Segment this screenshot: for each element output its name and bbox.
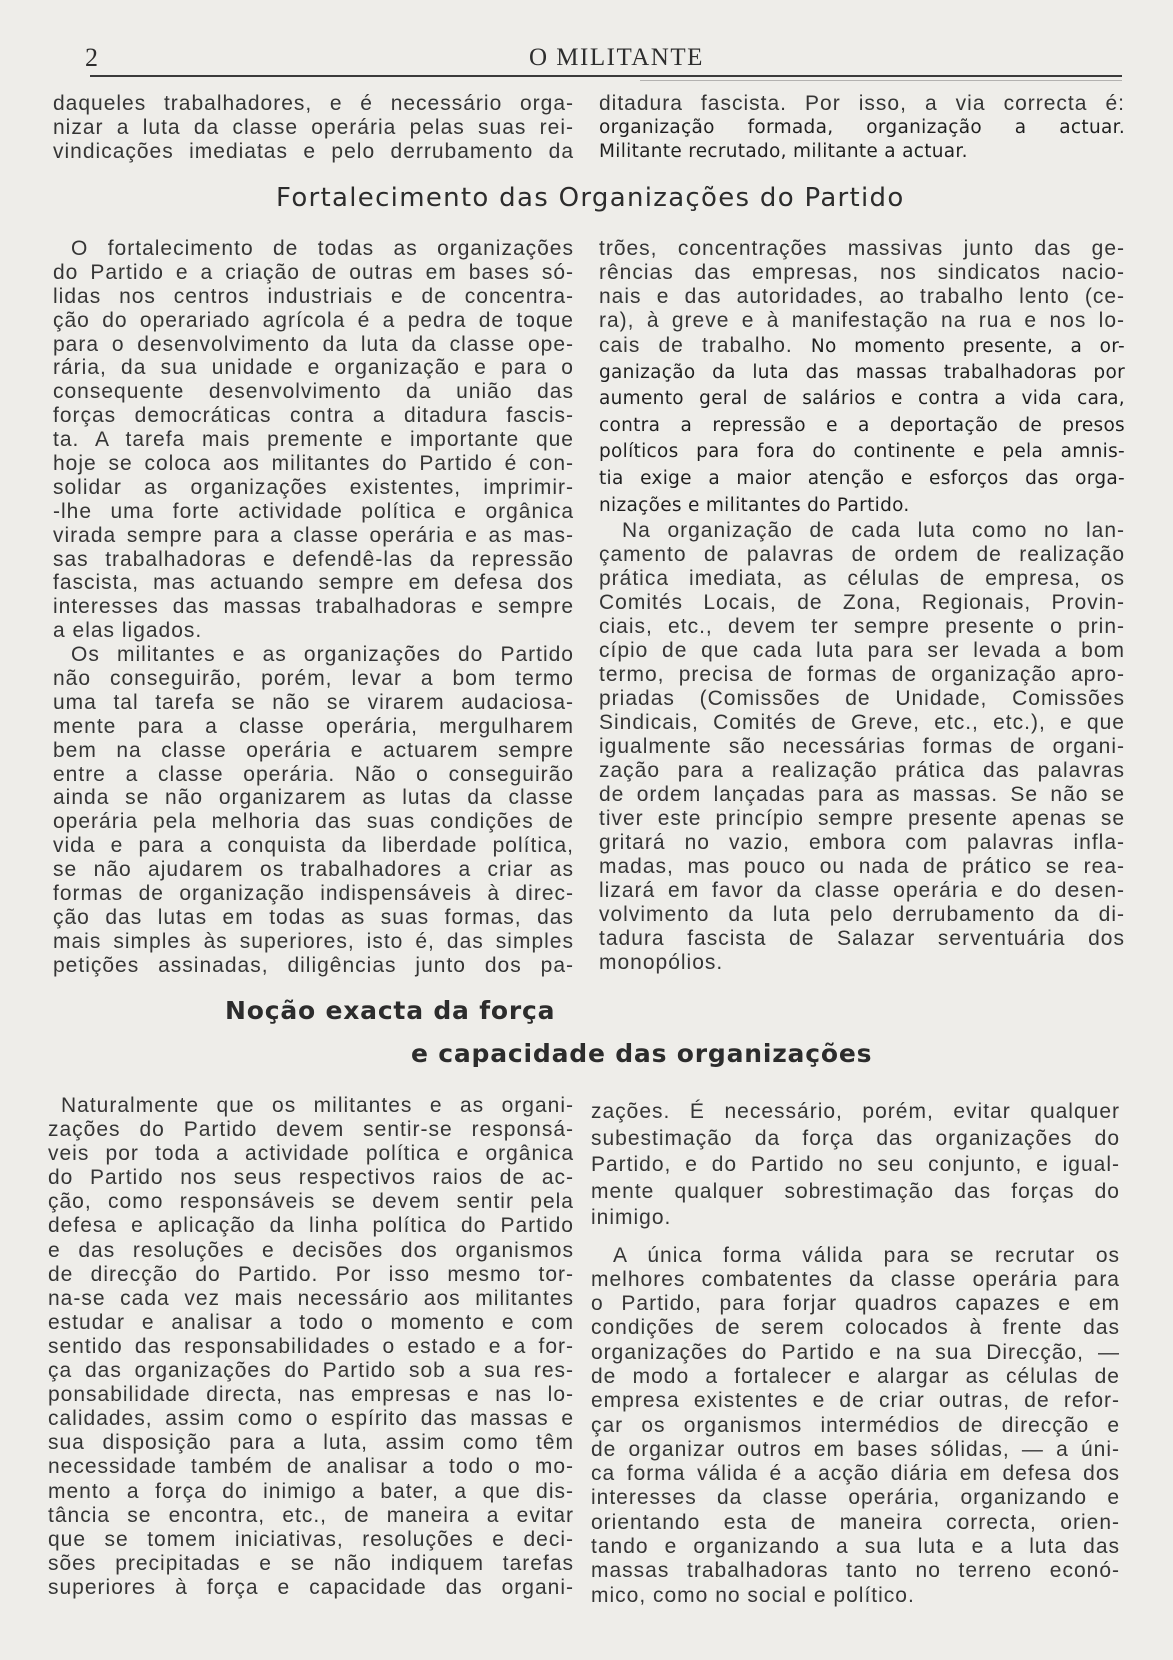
text-line: ainda se não organizarem as lutas da classe [53,786,574,810]
text-line: de direcção do Partido. Por isso mesmo tor- [48,1262,574,1286]
text-line: entre a classe operária. Não o conseguirão [53,762,574,786]
text-line: sua disposição para a luta, assim como têm [48,1431,574,1455]
paragraph [53,92,574,164]
text-line: ca forma válida é a acção diária em defesa dos [591,1462,1120,1486]
text-line: ça das organizações do Partido sob a sua res- [48,1359,574,1383]
text-line: rências das empresas, nos sindicatos nacio- [599,261,1125,284]
header-rule [90,75,1122,77]
text-line: mente qualquer sobrestimação das forças do [591,1179,1120,1203]
text-line: solidar as organizações existentes, imprimir- [53,475,574,499]
text-line: tando e organizando a sua luta e a luta das [591,1535,1120,1559]
text-line: vida e para a conquista da liberdade política, [53,834,574,858]
text-line: mente para a classe operária, mergulharem [53,714,574,738]
article2-title-line-1: Noção exacta da força [225,996,556,1025]
text-line: ditadura fascista. Por isso, a via correcta é: [599,92,1125,115]
text-line: lizará em favor da classe operária e do desen- [599,879,1125,903]
article2-column-left [48,1094,574,1600]
text-line: que se tomem iniciativas, resoluções e deci- [48,1527,574,1551]
text-line: formas de organização indispensáveis à direc- [53,882,574,906]
text-line: de organizar outros em bases sólidas, — a úni- [591,1437,1120,1461]
paragraph [53,643,574,977]
text-line: interesses da classe operária, organizando e [591,1486,1120,1510]
text-line: trões, concentrações massivas junto das ge- [599,237,1125,260]
text-line: do Partido nos seus respectivos raios de ac- [48,1166,574,1190]
text-line: ção, como responsáveis se devem sentir pela [48,1190,574,1214]
text-segment: No momento presente, a or- [810,336,1125,357]
text-line: zações. É necessário, porém, evitar qualquer [591,1100,1120,1123]
text-line: sas trabalhadoras e defendê-las da repressão [53,547,574,571]
text-line: ção do operariado agrícola é a pedra de toque [53,308,574,332]
text-line: consequente desenvolvimento da união das [53,380,574,404]
text-line: igualmente são necessárias formas de organi- [599,735,1125,759]
text-line: para o desenvolvimento da luta da classe ope- [53,332,574,356]
text-line: e das resoluções e decisões dos organismos [48,1238,574,1262]
text-line: defesa e aplicação da linha política do Partido [48,1214,574,1238]
text-line: çamento de palavras de ordem de realização [599,543,1125,567]
text-line: daqueles trabalhadores, e é necessário orga- [53,92,574,115]
text-line: lidas nos centros industriais e de concentra- [53,284,574,308]
text-line: vindicações imediatas e pelo derrubamento da [53,140,574,163]
text-line: fascista, mas actuando sempre em defesa dos [53,571,574,595]
text-line: sentido das responsabilidades o estado e a for- [48,1334,574,1358]
text-line: tia exige a maior atenção e esforços das orga- [599,467,1125,489]
text-line: se não ajudarem os trabalhadores a criar as [53,858,574,882]
text-line: Naturalmente que os militantes e as organi- [61,1094,574,1117]
text-line: Partido, e do Partido no seu conjunto, e igual- [591,1153,1120,1176]
text-line: de modo a fortalecer e alargar as células de [591,1364,1120,1388]
text-line: gritará no vazio, embora com palavras infla- [599,831,1125,855]
text-line: mico, como no social e político. [591,1583,915,1607]
article2-title-line-2: e capacidade das organizações [411,1039,873,1068]
text-line: prática imediata, as células de empresa, os [599,567,1125,591]
text-line: hoje se coloca aos militantes do Partido é con- [53,452,574,476]
text-line: ponsabilidade directa, nas empresas e nas lo- [48,1383,574,1407]
text-line: empresa existentes e de criar outras, de refor- [591,1389,1120,1413]
text-line: Os militantes e as organizações do Partido [71,643,574,667]
text-line: forças democráticas contra a ditadura fascis- [53,404,574,428]
text-line: madas, mas pouco ou nada de prático se rea- [599,855,1125,879]
text-line: petições assinadas, diligências junto dos pa- [53,953,574,977]
text-line: Sindicais, Comités de Greve, etc., etc.), e que [599,711,1125,735]
text-line: termo, precisa de formas de organização apro- [599,663,1125,687]
text-line: contra a repressão e a deportação de presos [599,414,1125,436]
article1-column-left [53,237,574,978]
article2-column-right [591,1099,1120,1608]
intro-column-left [53,92,574,164]
text-line: -lhe uma forte actividade política e orgânica [53,499,574,523]
text-segment: cais de trabalho. [599,334,811,357]
text-line: condições de serem colocados à frente das [591,1316,1120,1340]
text-line: tância se encontra, etc., de maneira a evitar [48,1503,574,1527]
article-title: Fortalecimento das Organizações do Partido [276,183,905,213]
text-line: na-se cada vez mais necessário aos militantes [48,1286,574,1310]
text-line: calidades, assim como o espírito das massas e [48,1407,574,1431]
text-line: o Partido, para forjar quadros capazes e em [591,1292,1120,1316]
paragraph [599,92,1125,164]
text-line: ção das lutas em todas as suas formas, das [53,905,574,929]
text-line: ganização da luta das massas trabalhadoras por [599,361,1125,383]
masthead-title: O MILITANTE [529,44,704,71]
text-line: sões precipitadas e se não indiquem tarefas [48,1551,574,1575]
text-line: operária pela melhoria das suas condições de [53,810,574,834]
text-line: monopólios. [599,951,724,975]
text-line: tiver este princípio sempre presente apenas se [599,807,1125,831]
text-line: subestimação da força das organizações do [591,1126,1120,1150]
text-line: inimigo. [591,1206,672,1229]
header-rule-secondary [640,80,1122,81]
text-line: superiores à força e capacidade das organi- [48,1575,574,1599]
text-line: aumento geral de salários e contra a vida cara, [599,388,1125,410]
text-line: volvimento da luta pelo derrubamento da di- [599,903,1125,927]
article1-column-right [599,237,1125,975]
text-line: interesses das massas trabalhadoras e sempre [53,595,574,619]
text-line: A única forma válida para se recrutar os [613,1243,1120,1267]
text-line: ciais, etc., devem ter sempre presente o prin- [599,615,1125,639]
text-line [599,333,1125,360]
text-line: virada sempre para a classe operária e as mas- [53,523,574,547]
text-line: massas trabalhadoras tanto no terreno econó- [591,1559,1120,1583]
text-line: orientando esta de maneira correcta, orien- [591,1510,1120,1534]
text-line: zações do Partido devem sentir-se responsá- [48,1118,574,1142]
paragraph [599,519,1125,975]
paragraph [591,1099,1120,1232]
text-line: a elas ligados. [53,619,203,643]
text-line: organizações do Partido e na sua Direcção, — [591,1340,1120,1364]
text-line: cípio de que cada luta para ser levada a bom [599,639,1125,663]
text-line: de ordem lançadas para as massas. Se não se [599,783,1125,807]
text-line: priadas (Comissões de Unidade, Comissões [599,687,1125,711]
text-line: necessidade também de analisar a todo o mo- [48,1455,574,1479]
text-line: mento a força do inimigo a bater, a que dis- [48,1479,574,1503]
text-line: rária, da sua unidade e organização e para o [53,356,574,380]
text-line: nizar a luta da classe operária pelas suas rei- [53,116,574,139]
paragraph [48,1094,574,1600]
text-line: políticos para fora do continente e pela amnis- [599,441,1125,463]
text-line: bem na classe operária e actuarem sempre [53,738,574,762]
text-line: do Partido e a criação de outras em bases só- [53,260,574,284]
text-line: ta. A tarefa mais premente e importante que [53,428,574,452]
text-line: tadura fascista de Salazar serventuária dos [599,927,1125,951]
text-line: Na organização de cada luta como no lan- [622,519,1125,543]
text-line: mais simples às superiores, isto é, das simples [53,929,574,953]
text-line: zação para a realização prática das palavras [599,759,1125,783]
text-line: O fortalecimento de todas as organizações [71,237,574,260]
paragraph [591,1244,1120,1608]
paragraph [53,237,574,643]
text-line: Comités Locais, de Zona, Regionais, Provin- [599,591,1125,615]
text-line: não conseguirão, porém, levar a bom termo [53,667,574,691]
text-line: nizações e militantes do Partido. [599,494,910,516]
intro-column-right [599,92,1125,164]
paragraph [599,237,1125,519]
text-line: veis por toda a actividade política e orgânica [48,1142,574,1166]
text-line: uma tal tarefa se não se virarem audaciosa- [53,690,574,714]
text-line: estudar e analisar a todo o momento e com [48,1310,574,1334]
text-line: nais e das autoridades, ao trabalho lento (ce- [599,285,1125,308]
text-line: organização formada, organização a actuar. [599,117,1125,138]
text-line: Militante recrutado, militante a actuar. [599,141,968,162]
text-line: çar os organismos intermédios de direcção e [591,1413,1120,1437]
text-line: ra), à greve e à manifestação na rua e nos lo- [599,309,1125,332]
text-line: melhores combatentes da classe operária para [591,1267,1120,1291]
page-number: 2 [85,43,98,72]
